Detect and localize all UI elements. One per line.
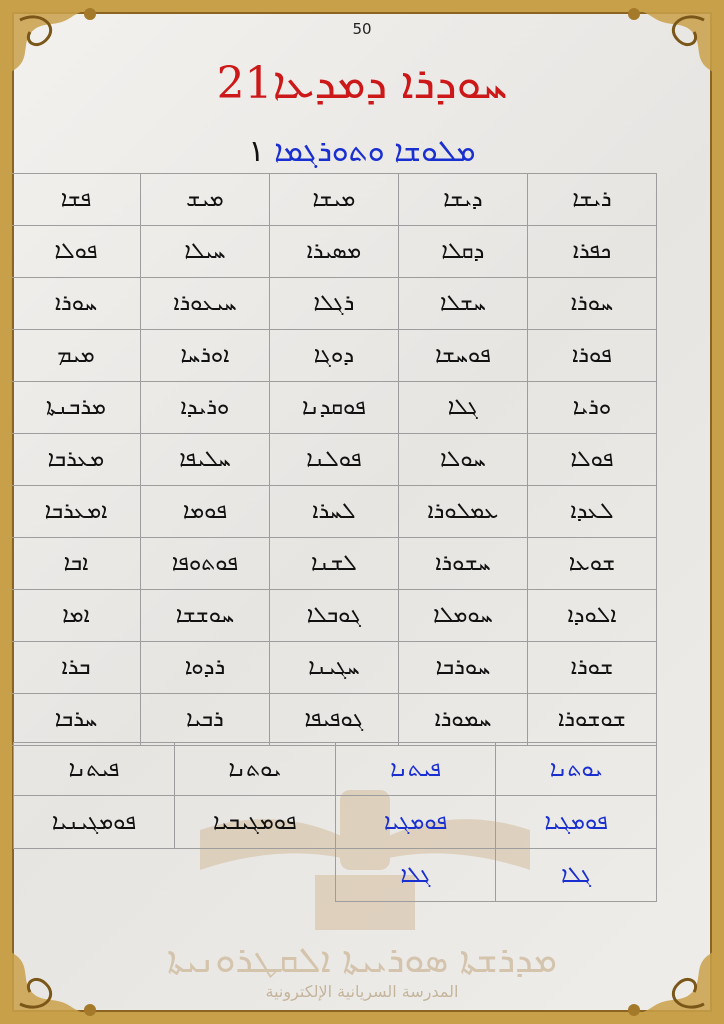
word-cell [14, 849, 175, 902]
word-cell: ܓܘܒܠܐ [269, 590, 398, 642]
word-cell: ܕܘܓܐ [269, 330, 398, 382]
word-cell: ܡܝܫ [140, 174, 269, 226]
lesson-title-text: ܚܘܕܪܐ ܕܡܕܥܐ [272, 58, 508, 109]
table-row [12, 434, 657, 486]
word-cell: ܚܫܘܪܐ [398, 538, 527, 590]
table-row [12, 278, 657, 330]
word-cell: ܦܝܬܢܐ [14, 743, 175, 796]
word-cell: ܚܘܠܐ [398, 434, 527, 486]
word-cell: ܓܠܐ [335, 849, 496, 902]
word-cell: ܚܝܠܐ [140, 226, 269, 278]
word-cell: ܡܣܝܪܐ [269, 226, 398, 278]
word-cell: ܦܘܠܐ [527, 434, 656, 486]
word-cell: ܚܪܒܐ [12, 694, 141, 746]
word-cell: ܝܘܬܢܐ [174, 743, 335, 796]
word-cell: ܦܘܬܘܦܐ [140, 538, 269, 590]
word-cell: ܚܓܝܢܐ [269, 642, 398, 694]
word-cell: ܠܚܪܐ [269, 486, 398, 538]
word-cell: ܫܘܫܘܪܐ [527, 694, 656, 746]
word-cell: ܪܓܠܐ [269, 278, 398, 330]
word-cell: ܚܘܡܠܐ [398, 590, 527, 642]
word-cell: ܚܘܪܐ [12, 278, 141, 330]
footer-school-name-arabic: المدرسة السريانية الإلكترونية [265, 982, 459, 1001]
word-cell: ܠܫܢܐ [269, 538, 398, 590]
table-row [12, 330, 657, 382]
lesson-title [0, 58, 724, 109]
word-cell: ܓܠܐ [398, 382, 527, 434]
footer-school-name-syriac: ܡܕܪܫܬܐ ܣܘܪܝܝܬܐ ܐܠܩܛܪܘܢܝܬܐ [167, 940, 557, 981]
word-cell: ܐܒܐ [12, 538, 141, 590]
word-cell: ܐܡܥܪܒܐ [12, 486, 141, 538]
word-cell: ܪܕܘܐ [140, 642, 269, 694]
word-cell: ܐܘܪܚܐ [140, 330, 269, 382]
word-cell: ܕܩܠܐ [398, 226, 527, 278]
word-cell: ܦܘܠܐ [12, 226, 141, 278]
table-row [12, 694, 657, 746]
word-cell: ܦܫܐ [12, 174, 141, 226]
word-cell: ܡܪܒܢܬܐ [12, 382, 141, 434]
table-row [12, 538, 657, 590]
word-cell: ܕܝܫܐ [398, 174, 527, 226]
word-cell: ܦܘܠܢܐ [269, 434, 398, 486]
table-row [14, 849, 657, 902]
word-cell: ܫܘܪܐ [527, 642, 656, 694]
word-cell: ܓܠܐ [496, 849, 657, 902]
lesson-number: 21 [216, 58, 273, 109]
table-row [12, 642, 657, 694]
word-cell: ܦܝܬܢܐ [335, 743, 496, 796]
word-cell: ܘܪܝܐ [527, 382, 656, 434]
word-cell: ܚܘܪܐ [527, 278, 656, 330]
word-cell: ܪܝܫܐ [527, 174, 656, 226]
word-cell: ܡܝܡ [12, 330, 141, 382]
page-number: 50 [352, 20, 372, 38]
table-row [14, 796, 657, 849]
section-title-text: ܡܠܘܫܐ ܘܬܘܪܓܡܐ [274, 134, 476, 169]
section-number: ١ [248, 134, 265, 169]
table-row [12, 486, 657, 538]
word-cell: ܦܘܡܓܝܐ [496, 796, 657, 849]
vocabulary-table [11, 173, 657, 746]
word-cell [174, 849, 335, 902]
word-cell: ܪܒܝܐ [140, 694, 269, 746]
table-row [14, 743, 657, 796]
conjugation-table [13, 742, 657, 902]
word-cell: ܦܘܪܐ [527, 330, 656, 382]
section-title [0, 134, 724, 169]
word-cell: ܐܠܘܕܐ [527, 590, 656, 642]
word-cell: ܠܥܕܐ [527, 486, 656, 538]
word-cell: ܚܘܫܫܐ [140, 590, 269, 642]
word-cell: ܐܡܐ [12, 590, 141, 642]
word-cell: ܡܥܪܒܐ [12, 434, 141, 486]
word-cell: ܚܠܝܦܐ [140, 434, 269, 486]
word-cell: ܫܘܥܐ [527, 538, 656, 590]
word-cell: ܦܘܩܕܢܐ [269, 382, 398, 434]
word-cell: ܟܦܪܐ [527, 226, 656, 278]
word-cell: ܦܘܡܓܝܐ [335, 796, 496, 849]
word-cell: ܦܘܡܓܝܢܝܐ [14, 796, 175, 849]
word-cell: ܦܘܡܓܝܒܝܐ [174, 796, 335, 849]
word-cell: ܘܪܝܕܐ [140, 382, 269, 434]
word-cell: ܦܘܚܫܐ [398, 330, 527, 382]
table-row [12, 174, 657, 226]
word-cell: ܚܝܥܘܪܐ [140, 278, 269, 330]
word-cell: ܒܪܐ [12, 642, 141, 694]
table-row [12, 590, 657, 642]
word-cell: ܚܫܠܐ [398, 278, 527, 330]
word-cell: ܝܘܬܢܐ [496, 743, 657, 796]
word-cell: ܥܡܠܘܪܐ [398, 486, 527, 538]
word-cell: ܚܘܪܒܐ [398, 642, 527, 694]
word-cell: ܓܘܦܝܦܐ [269, 694, 398, 746]
word-cell: ܚܡܘܪܐ [398, 694, 527, 746]
word-cell: ܡܝܫܐ [269, 174, 398, 226]
table-row [12, 226, 657, 278]
table-row [12, 382, 657, 434]
word-cell: ܦܘܡܐ [140, 486, 269, 538]
